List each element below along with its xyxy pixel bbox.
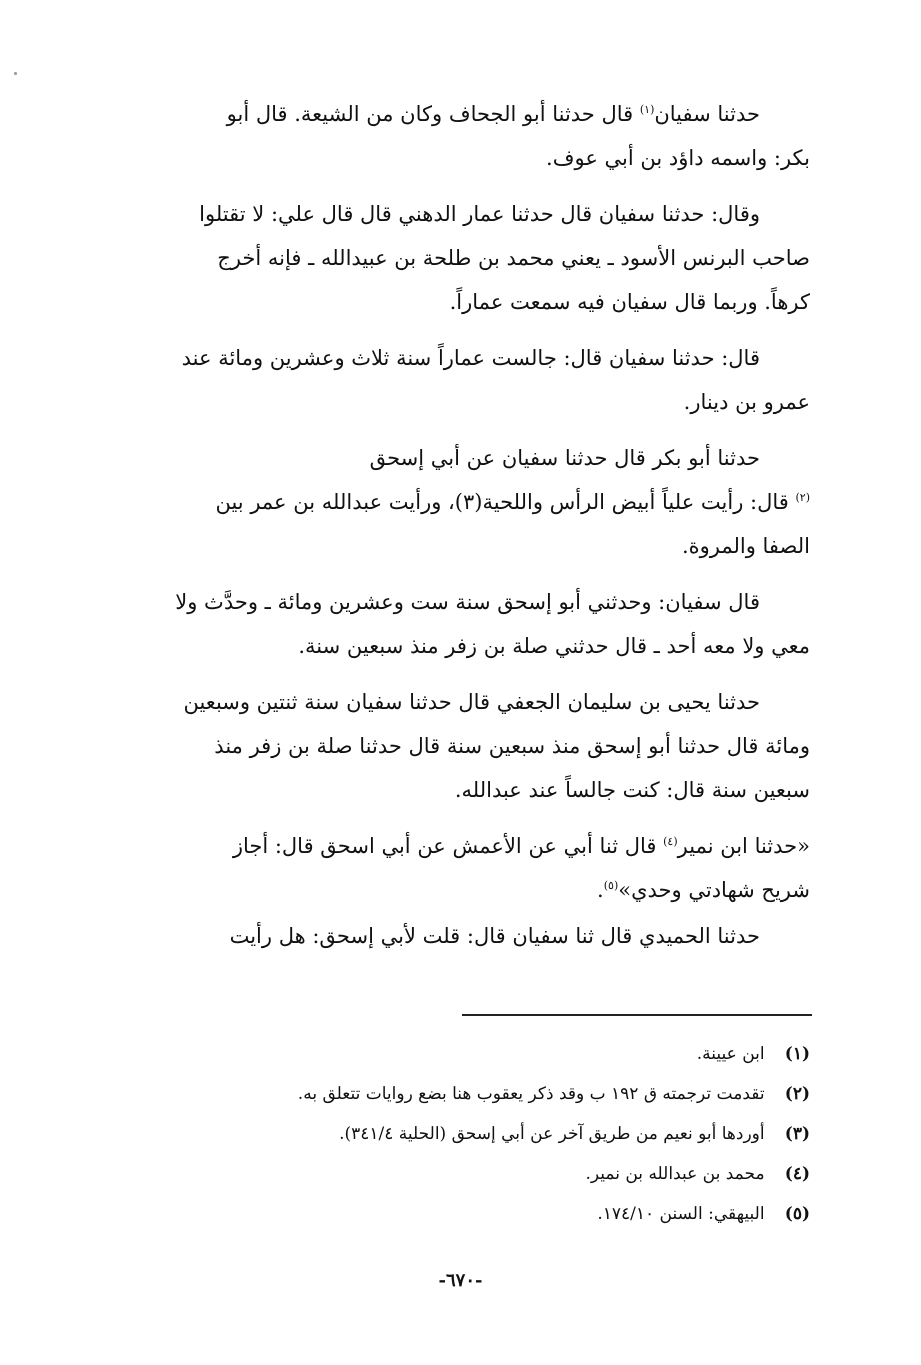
text-line: حدثنا يحيى بن سليمان الجعفي قال حدثنا سفيان سنة ثنتين وسبعين xyxy=(183,690,760,714)
footnote-text: أوردها أبو نعيم من طريق آخر عن أبي إسحق (الحلية ٣٤١/٤). xyxy=(339,1124,765,1144)
footnote-ref: (٢) xyxy=(795,491,810,504)
footnote-number: (١) xyxy=(784,1044,810,1064)
text-line: عمرو بن دينار. xyxy=(683,390,810,414)
footnote xyxy=(110,1034,810,1074)
footnote-ref: (٤) xyxy=(663,835,678,848)
footnote-text: تقدمت ترجمته ق ١٩٢ ب وقد ذكر يعقوب هنا بضع روايات تتعلق به. xyxy=(297,1084,765,1104)
text-line: قال: حدثنا سفيان قال: جالست عماراً سنة ثلاث وعشرين ومائة عند xyxy=(181,346,760,370)
text-line: معي ولا معه أحد ـ قال حدثني صلة بن زفر منذ سبعين سنة. xyxy=(298,634,810,658)
footnote-divider xyxy=(462,1014,812,1016)
paragraph xyxy=(110,914,810,958)
text-line: قال سفيان: وحدثني أبو إسحق سنة ست وعشرين ومائة ـ وحدَّث ولا xyxy=(175,590,760,614)
text-line: بكر: واسمه داؤد بن أبي عوف. xyxy=(546,146,810,170)
footnote-number: (٥) xyxy=(784,1204,810,1224)
text-line: $^{(٢)}$ قال: رأيت علياً أبيض الرأس واللحية(٣)، ورأيت عبدالله بن عمر بين xyxy=(215,490,810,514)
footnote xyxy=(110,1074,810,1114)
paragraph xyxy=(110,336,810,424)
text-line: شريح شهادتي وحدي»$^{(٥)}$. xyxy=(597,878,810,902)
footnote-ref: (١) xyxy=(639,103,655,116)
text-line: وقال: حدثنا سفيان قال حدثنا عمار الدهني قال قال علي: لا تقتلوا xyxy=(199,202,760,226)
text-line: حدثنا أبو بكر قال حدثنا سفيان عن أبي إسحق xyxy=(369,446,760,470)
footnote xyxy=(110,1114,810,1154)
footnote-number: (٤) xyxy=(784,1164,810,1184)
text-line: حدثنا سفيان$^{(١)}$ قال حدثنا أبو الجحاف وكان من الشيعة. قال أبو xyxy=(226,102,760,126)
scan-mark xyxy=(14,72,17,75)
paragraph xyxy=(110,436,810,568)
footnote-text: البيهقي: السنن ١٧٤/١٠. xyxy=(597,1204,765,1224)
paragraph xyxy=(110,192,810,324)
text-line: صاحب البرنس الأسود ـ يعني محمد بن طلحة بن عبيدالله ـ فإنه أخرج xyxy=(217,246,810,270)
footnote-number: (٣) xyxy=(784,1124,810,1144)
paragraph xyxy=(110,824,810,912)
footnote-number: (٢) xyxy=(784,1084,810,1104)
paragraph xyxy=(110,580,810,668)
page-number: -٦٧٠- xyxy=(438,1270,483,1291)
footnote-text: محمد بن عبدالله بن نمير. xyxy=(585,1164,765,1184)
text-line: كرهاً. وربما قال سفيان فيه سمعت عماراً. xyxy=(449,290,810,314)
paragraph xyxy=(110,92,810,180)
text-line: «حدثنا ابن نمير$^{(٤)}$ قال ثنا أبي عن الأعمش عن أبي اسحق قال: أجاز xyxy=(232,834,810,858)
main-text xyxy=(110,92,810,958)
text-line: الصفا والمروة. xyxy=(681,534,810,558)
text-line: سبعين سنة قال: كنت جالساً عند عبدالله. xyxy=(454,778,810,802)
footnotes xyxy=(110,1034,810,1234)
footnote xyxy=(110,1194,810,1234)
footnote-text: ابن عيينة. xyxy=(696,1044,765,1064)
text-line: حدثنا الحميدي قال ثنا سفيان قال: قلت لأبي إسحق: هل رأيت xyxy=(229,924,760,948)
footnote-ref: (٥) xyxy=(603,879,619,892)
footnote xyxy=(110,1154,810,1194)
paragraph xyxy=(110,680,810,812)
text-line: ومائة قال حدثنا أبو إسحق منذ سبعين سنة قال حدثنا صلة بن زفر منذ xyxy=(214,734,810,758)
